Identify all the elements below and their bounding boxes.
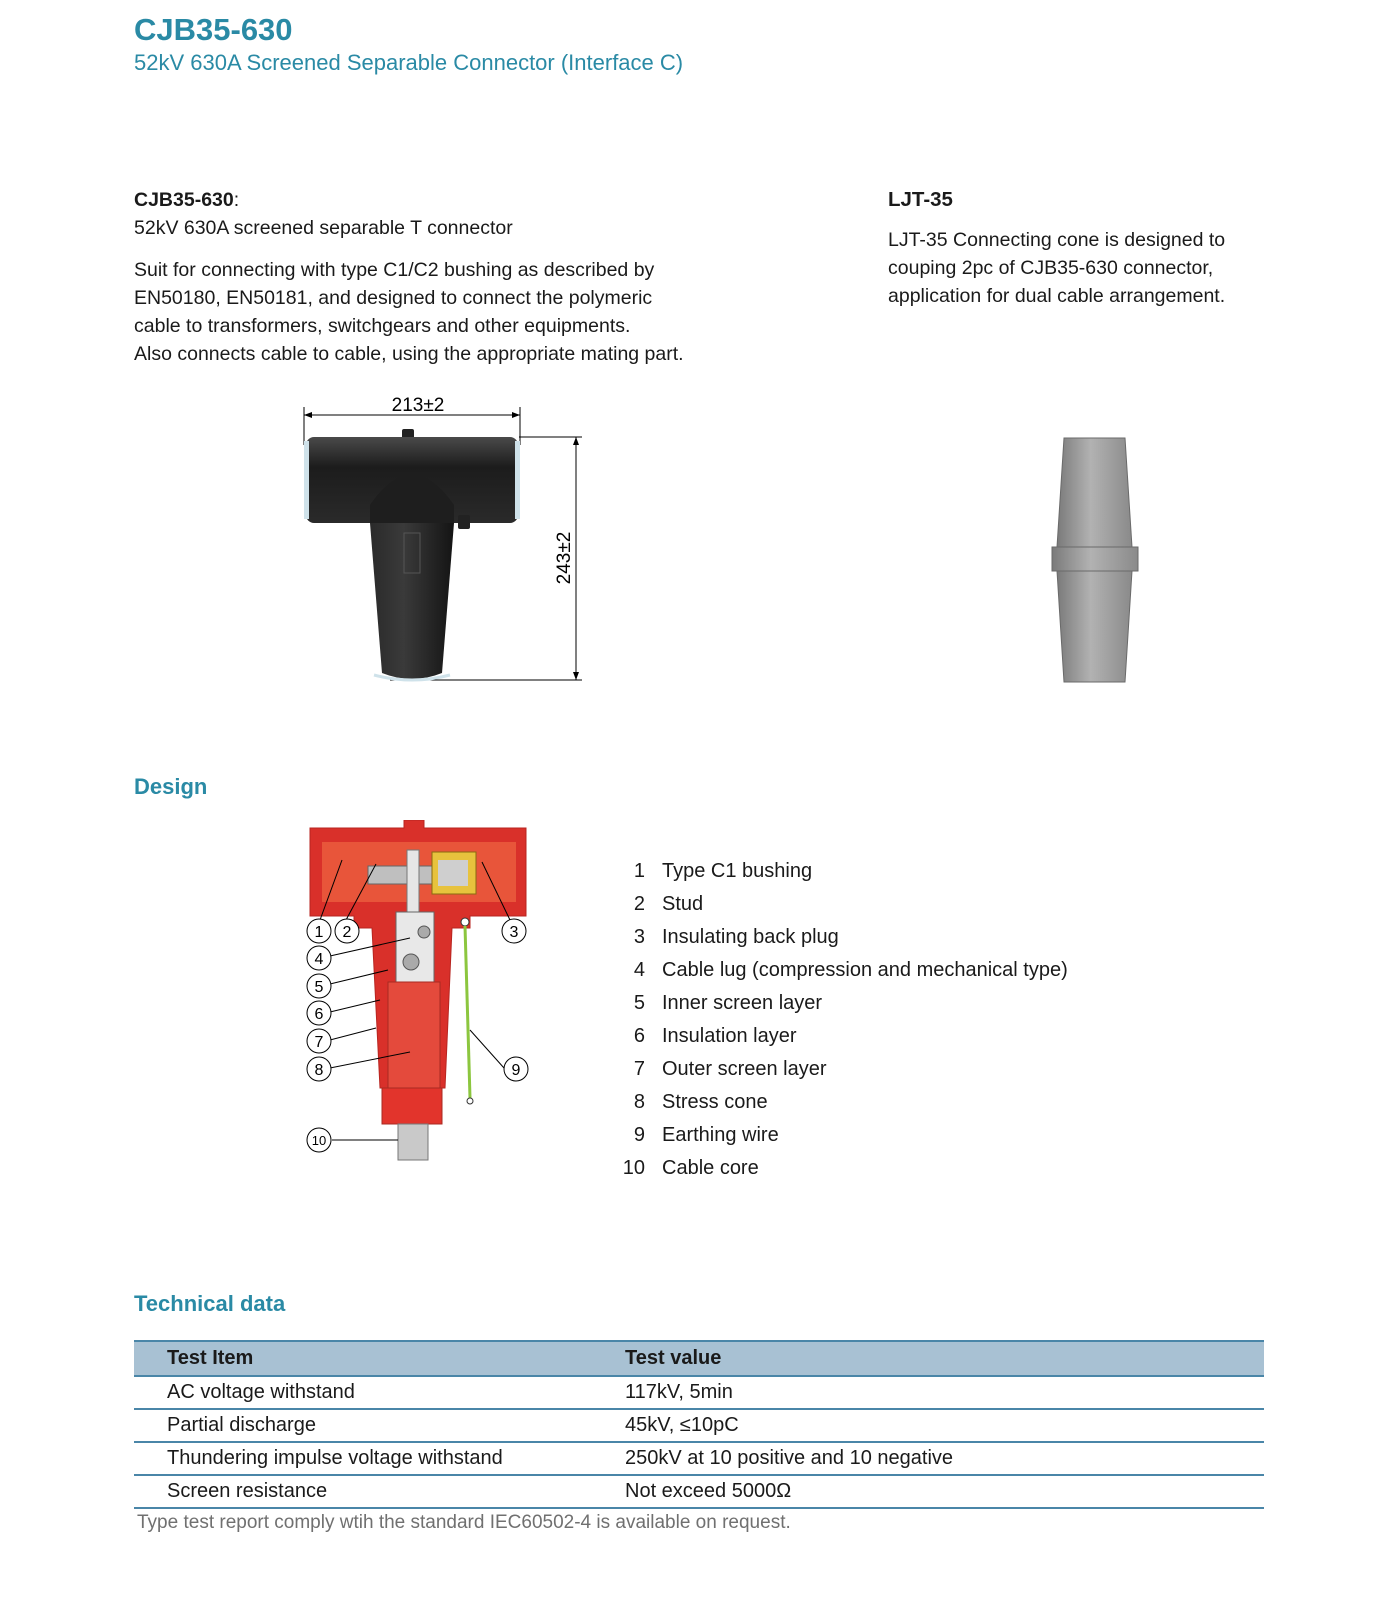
callout-number: 5 — [314, 979, 324, 996]
page-subtitle: 52kV 630A Screened Separable Connector (Interface C) — [134, 50, 684, 75]
callout-number: 4 — [314, 951, 324, 968]
description-line: Suit for connecting with type C1/C2 bushing as described by — [134, 259, 655, 281]
section-heading-technical: Technical data — [134, 1291, 286, 1316]
description-line: LJT-35 Connecting cone is designed to — [888, 229, 1226, 251]
list-item: 8 Stress cone — [633, 1091, 768, 1113]
list-item: 7 Outer screen layer — [633, 1058, 827, 1080]
product-name: CJB35-630 — [134, 189, 234, 211]
description-line: cable to transformers, switchgears and other equipments. — [134, 315, 631, 337]
table-row — [134, 1376, 1264, 1409]
product-cjb-description — [134, 186, 754, 368]
table-cell: Not exceed 5000Ω — [625, 1475, 1264, 1508]
design-cross-section-drawing — [300, 820, 550, 1180]
callout-number: 1 — [314, 924, 324, 941]
connecting-cone-drawing — [1040, 430, 1150, 695]
callout-number: 9 — [511, 1062, 521, 1079]
callout-number: 3 — [509, 924, 519, 941]
product-name-suffix: : — [233, 189, 240, 211]
list-item: 9 Earthing wire — [633, 1124, 779, 1146]
table-cell: AC voltage withstand — [134, 1376, 625, 1409]
callout-number: 8 — [314, 1062, 324, 1079]
table-row — [134, 1409, 1264, 1442]
product-name: LJT-35 — [888, 188, 953, 211]
description-line: Also connects cable to cable, using the appropriate mating part. — [134, 343, 684, 365]
product-tagline: 52kV 630A screened separable T connector — [134, 217, 513, 239]
callout-number: 7 — [314, 1034, 324, 1051]
design-legend — [620, 860, 1068, 1190]
page-title: CJB35-630 — [134, 12, 293, 47]
description-line: application for dual cable arrangement. — [888, 285, 1226, 307]
description-line: couping 2pc of CJB35-630 connector, — [888, 257, 1214, 279]
description-line: EN50180, EN50181, and designed to connect the polymeric — [134, 287, 653, 309]
table-row — [134, 1442, 1264, 1475]
callout-number: 6 — [314, 1006, 324, 1023]
table-header-row — [134, 1341, 1264, 1376]
list-item: 2 Stud — [633, 893, 704, 915]
connector-body-vertical — [370, 523, 454, 679]
table-cell: Thundering impulse voltage withstand — [134, 1442, 625, 1475]
callout-number: 10 — [311, 1133, 327, 1148]
table-cell: Screen resistance — [134, 1475, 625, 1508]
list-item: 6 Insulation layer — [633, 1025, 797, 1047]
list-item: 5 Inner screen layer — [633, 992, 823, 1014]
product-ljt-description — [888, 186, 1288, 310]
table-row — [134, 1475, 1264, 1508]
list-item: 10 Cable core — [622, 1157, 759, 1179]
table-cell: 250kV at 10 positive and 10 negative — [625, 1442, 1264, 1475]
table-cell: 117kV, 5min — [625, 1376, 1264, 1409]
column-header: Test Item — [134, 1341, 625, 1376]
dimension-width-label: 213±2 — [391, 395, 445, 416]
callout-number: 2 — [342, 924, 352, 941]
footnote: Type test report comply wtih the standard IEC60502-4 is available on request. — [137, 1512, 791, 1533]
list-item: 1 Type C1 bushing — [633, 860, 813, 882]
column-header: Test value — [625, 1341, 1264, 1376]
list-item: 4 Cable lug (compression and mechanical type) — [633, 959, 1068, 981]
dimension-height-label: 243±2 — [554, 531, 575, 585]
table-cell: 45kV, ≤10pC — [625, 1409, 1264, 1442]
t-connector-drawing — [290, 395, 610, 705]
technical-data-table — [134, 1340, 1264, 1509]
table-cell: Partial discharge — [134, 1409, 625, 1442]
list-item: 3 Insulating back plug — [633, 926, 839, 948]
section-heading-design: Design — [134, 774, 208, 799]
